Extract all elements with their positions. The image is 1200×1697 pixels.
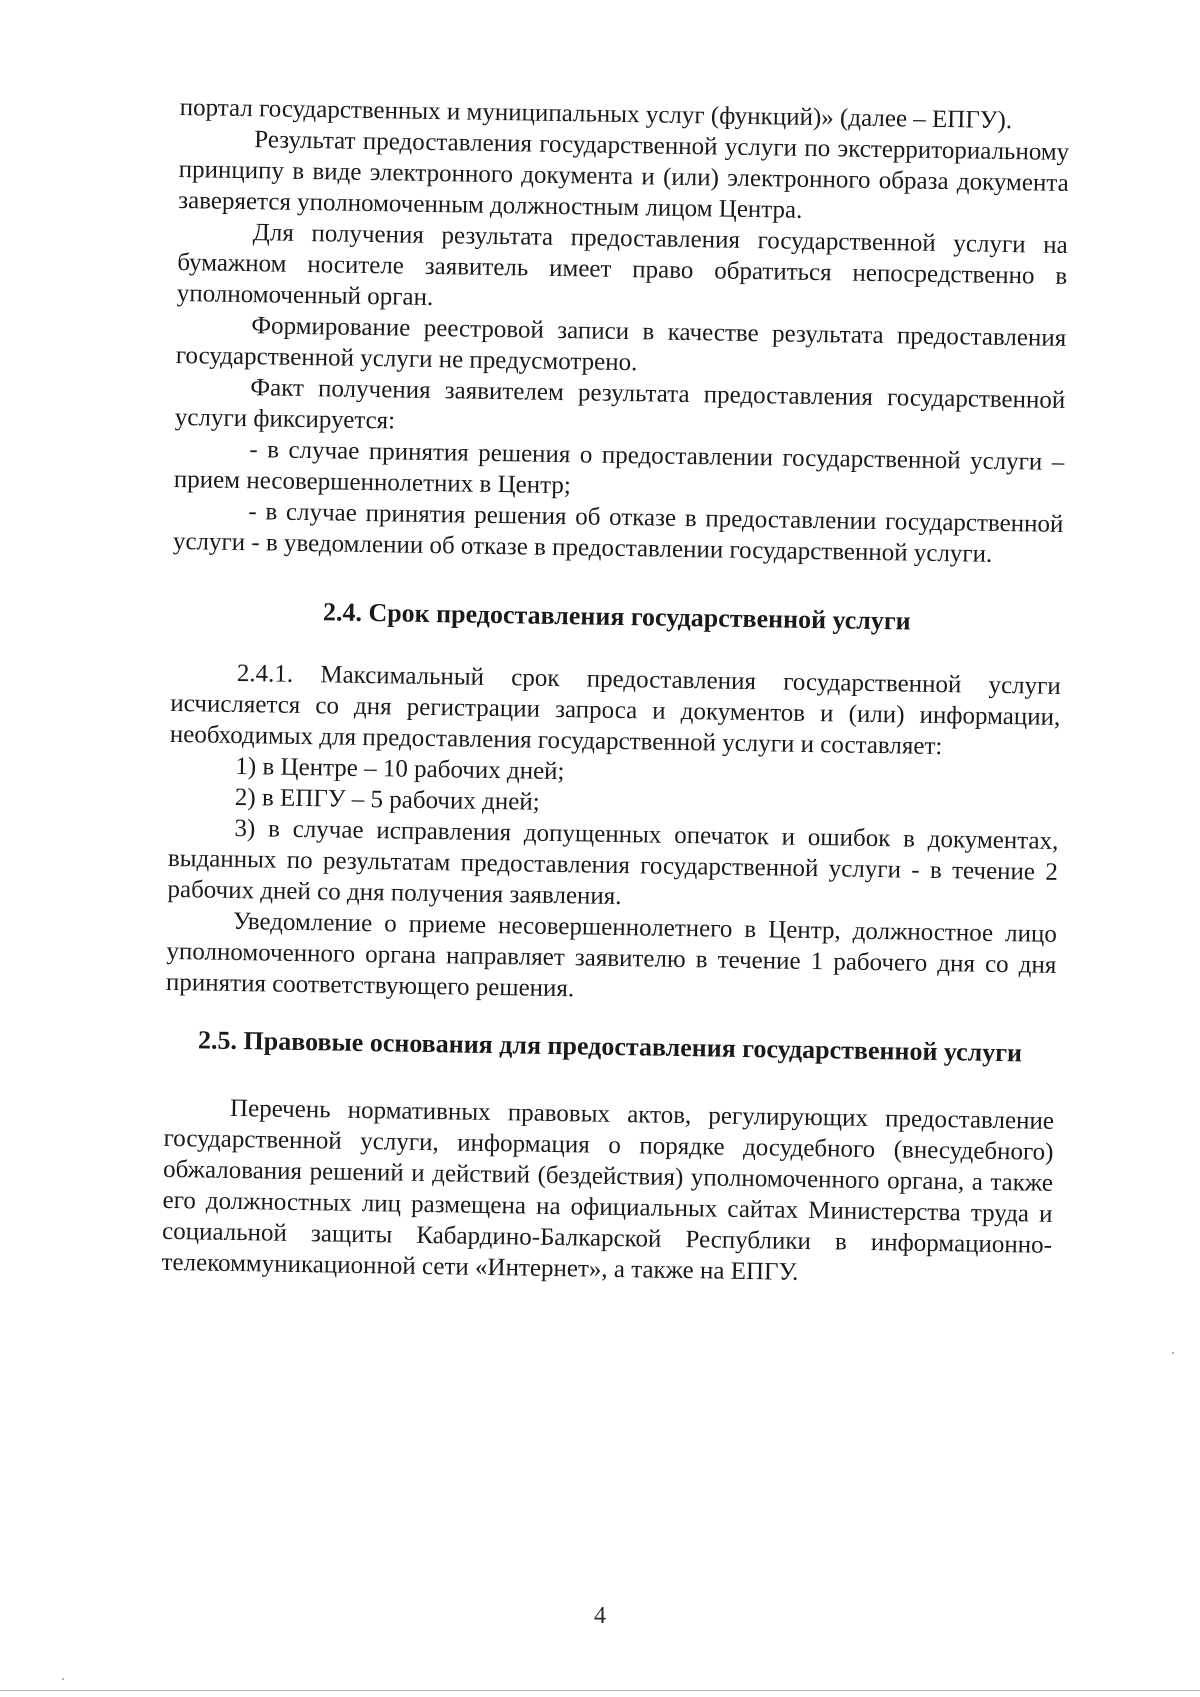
paragraph-registry-record: Формирование реестровой записи в качестве результата предоставления государственной услуги не предусмотрено.	[175, 312, 1067, 377]
list-item-approval: - в случае принятия решения о предоставлении государственной услуги –прием несовершеннолетних в Центр;	[173, 436, 1065, 500]
list-item-term-epgu: 2) в ЕПГУ – 5 рабочих дней;	[234, 783, 540, 816]
paragraph-legal-basis: Перечень нормативных правовых актов, регулирующих предоставление государственной услуги, информация о порядке досудебного (внесудебного) обжалования решений и действий (бездействия) уполномоченного органа, а также его должностных лиц размещена на официальных сайтах Министерства труда и социальной защиты Кабардино-Балкарской Республики в информационно-телекоммуникационной сети «Интернет», а также на ЕПГУ.	[161, 1094, 1055, 1286]
scan-edge-line	[0, 1690, 1200, 1691]
paragraph-result-fixation: Факт получения заявителем результата предоставления государственной услуги фиксируется:	[174, 374, 1066, 435]
scan-speck	[1172, 1352, 1174, 1354]
section-heading-2-5: 2.5. Правовые основания для предоставления государственной услуги	[197, 1025, 1023, 1068]
paragraph-2-4-1: 2.4.1. Максимальный срок предоставления государственной услуги исчисляется со дня регистрации запроса и документов и (или) информации, необходимых для предоставления государственной услуги и составляет:	[169, 659, 1061, 761]
scan-speck	[62, 1678, 64, 1680]
paragraph-paper-result: Для получения результата предоставления государственной услуги на бумажном носителе заявитель имеет право обратиться непосредственно в уполномоченный орган.	[176, 219, 1068, 312]
list-item-term-corrections: 3) в случае исправления допущенных опечаток и ошибок в документах, выданных по результатам предоставления государственной услуги - в течение 2 рабочих дней со дня получения заявления.	[167, 814, 1059, 911]
paragraph-notification: Уведомление о приеме несовершеннолетнего в Центр, должностное лицо уполномоченного органа направляет заявителю в течение 1 рабочего дня со дня принятия соответствующего решения.	[165, 907, 1058, 1003]
paragraph-epgu-definition: портал государственных и муниципальных услуг (функций)» (далее – ЕПГУ).	[179, 93, 1013, 135]
section-heading-2-4: 2.4. Срок предоставления государственной услуги	[322, 597, 911, 636]
page-number: 4	[594, 1603, 606, 1629]
paragraph-extraterritorial-result: Результат предоставления государственной услуги по экстерриториальному принципу в виде электронного документа и (или) электронного образа документа заверяется уполномоченным должностным лицом Центра.	[178, 126, 1070, 224]
list-item-refusal: - в случае принятия решения об отказе в предоставлении государственной услуги - в уведомлении об отказе в предоставлении государственной услуги.	[172, 498, 1064, 568]
list-item-term-center: 1) в Центре – 10 рабочих дней;	[235, 752, 565, 786]
document-body	[161, 92, 1070, 1292]
